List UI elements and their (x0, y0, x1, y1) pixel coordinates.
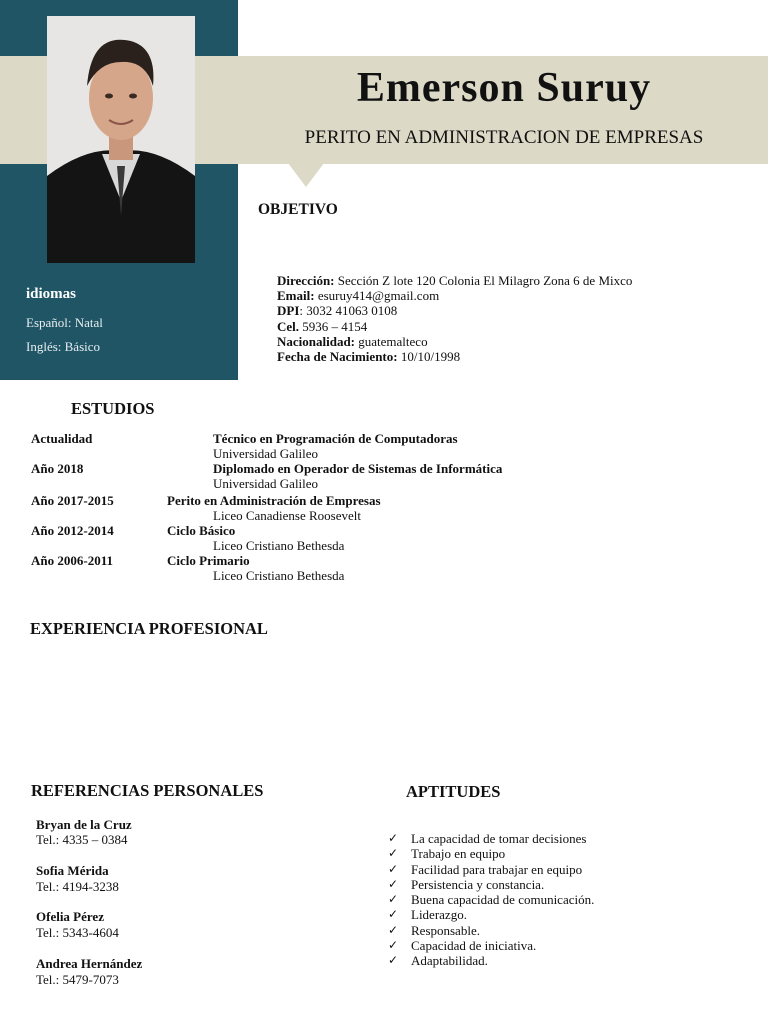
study-institution: Universidad Galileo (213, 476, 319, 491)
checkmark-icon: ✓ (388, 861, 399, 876)
study-year: Año 2018 (31, 461, 84, 476)
study-year: Año 2017-2015 (31, 493, 114, 508)
address-label: Dirección: (277, 273, 335, 288)
reference-tel: Tel.: 5343-4604 (36, 925, 119, 940)
language-item: Inglés: Básico (26, 339, 101, 354)
study-year: Actualidad (31, 431, 93, 446)
birthdate-label: Fecha de Nacimiento: (277, 349, 398, 365)
skill-text: Persistencia y constancia. (411, 876, 545, 892)
study-title: Técnico en Programación de Computadoras (213, 431, 458, 446)
skill-text: Adaptabilidad. (411, 953, 488, 969)
skill-item (388, 892, 594, 907)
study-year: Año 2012-2014 (31, 523, 114, 538)
email-line (277, 288, 632, 303)
skill-text: Liderazgo. (411, 907, 467, 923)
candidate-name: Emerson Suruy (356, 65, 652, 111)
study-institution: Liceo Canadiense Roosevelt (213, 508, 362, 523)
objective-heading: OBJETIVO (258, 201, 338, 218)
language-item: Español: Natal (26, 315, 103, 330)
skill-item (388, 923, 594, 938)
portrait-image (47, 16, 195, 263)
checkmark-icon: ✓ (388, 831, 399, 845)
nationality-line (277, 334, 632, 349)
study-title: Ciclo Básico (167, 523, 236, 538)
checkmark-icon: ✓ (388, 846, 399, 861)
cel-value: 5936 – 4154 (302, 318, 368, 334)
skill-item (388, 862, 594, 877)
checkmark-icon: ✓ (388, 892, 399, 907)
study-institution: Liceo Cristiano Bethesda (213, 568, 345, 583)
profile-photo (47, 16, 195, 263)
skill-text: Facilidad para trabajar en equipo (411, 861, 583, 877)
address-line (277, 273, 632, 288)
dpi-label: DPI (277, 303, 300, 319)
references-heading: REFERENCIAS PERSONALES (31, 781, 264, 800)
skills-heading: APTITUDES (406, 782, 501, 801)
reference-tel: Tel.: 4194-3238 (36, 879, 119, 894)
dpi-value: : 3032 41063 0108 (299, 303, 398, 319)
study-institution: Universidad Galileo (213, 446, 319, 461)
languages-heading: idiomas (26, 286, 77, 302)
skill-item (388, 938, 594, 953)
studies-heading: ESTUDIOS (71, 399, 155, 418)
reference-name: Sofia Mérida (36, 863, 109, 878)
checkmark-icon: ✓ (388, 953, 399, 968)
skill-item (388, 831, 594, 846)
nationality-label: Nacionalidad: (277, 333, 356, 349)
contact-info (277, 273, 632, 364)
skill-item (388, 953, 594, 968)
skill-text: Trabajo en equipo (411, 846, 506, 862)
nationality-value: guatemalteco (358, 333, 428, 349)
skill-item (388, 846, 594, 861)
cel-line (277, 319, 632, 334)
skill-text: Buena capacidad de comunicación. (411, 892, 595, 908)
checkmark-icon: ✓ (388, 907, 399, 922)
reference-name: Bryan de la Cruz (36, 817, 132, 832)
dpi-line (277, 303, 632, 318)
skill-text: Responsable. (411, 922, 480, 938)
study-title: Diplomado en Operador de Sistemas de Informática (213, 461, 503, 476)
checkmark-icon: ✓ (388, 876, 399, 891)
skills-list (388, 831, 594, 969)
address-value: Sección Z lote 120 Colonia El Milagro Zona 6 de Mixco (337, 273, 633, 288)
reference-name: Ofelia Pérez (36, 909, 104, 924)
reference-tel: Tel.: 4335 – 0384 (36, 832, 128, 847)
cel-label: Cel. (277, 318, 300, 334)
study-institution: Liceo Cristiano Bethesda (213, 538, 345, 553)
study-title: Perito en Administración de Empresas (167, 493, 381, 508)
study-title: Ciclo Primario (167, 553, 250, 568)
reference-tel: Tel.: 5479-7073 (36, 972, 119, 987)
checkmark-icon: ✓ (388, 938, 399, 953)
birthdate-value: 10/10/1998 (400, 349, 461, 365)
experience-heading: EXPERIENCIA PROFESIONAL (30, 619, 268, 638)
checkmark-icon: ✓ (388, 922, 399, 937)
email-label: Email: (277, 288, 315, 304)
banner-pointer (288, 163, 324, 187)
skill-item (388, 907, 594, 922)
skill-text: Capacidad de iniciativa. (411, 938, 537, 954)
skill-text: La capacidad de tomar decisiones (411, 831, 587, 846)
skill-item (388, 877, 594, 892)
birthdate-line (277, 349, 632, 364)
reference-name: Andrea Hernández (36, 956, 143, 971)
email-value[interactable]: esuruy414@gmail.com (317, 288, 440, 304)
study-year: Año 2006-2011 (31, 553, 113, 568)
candidate-title: PERITO EN ADMINISTRACION DE EMPRESAS (304, 127, 704, 148)
